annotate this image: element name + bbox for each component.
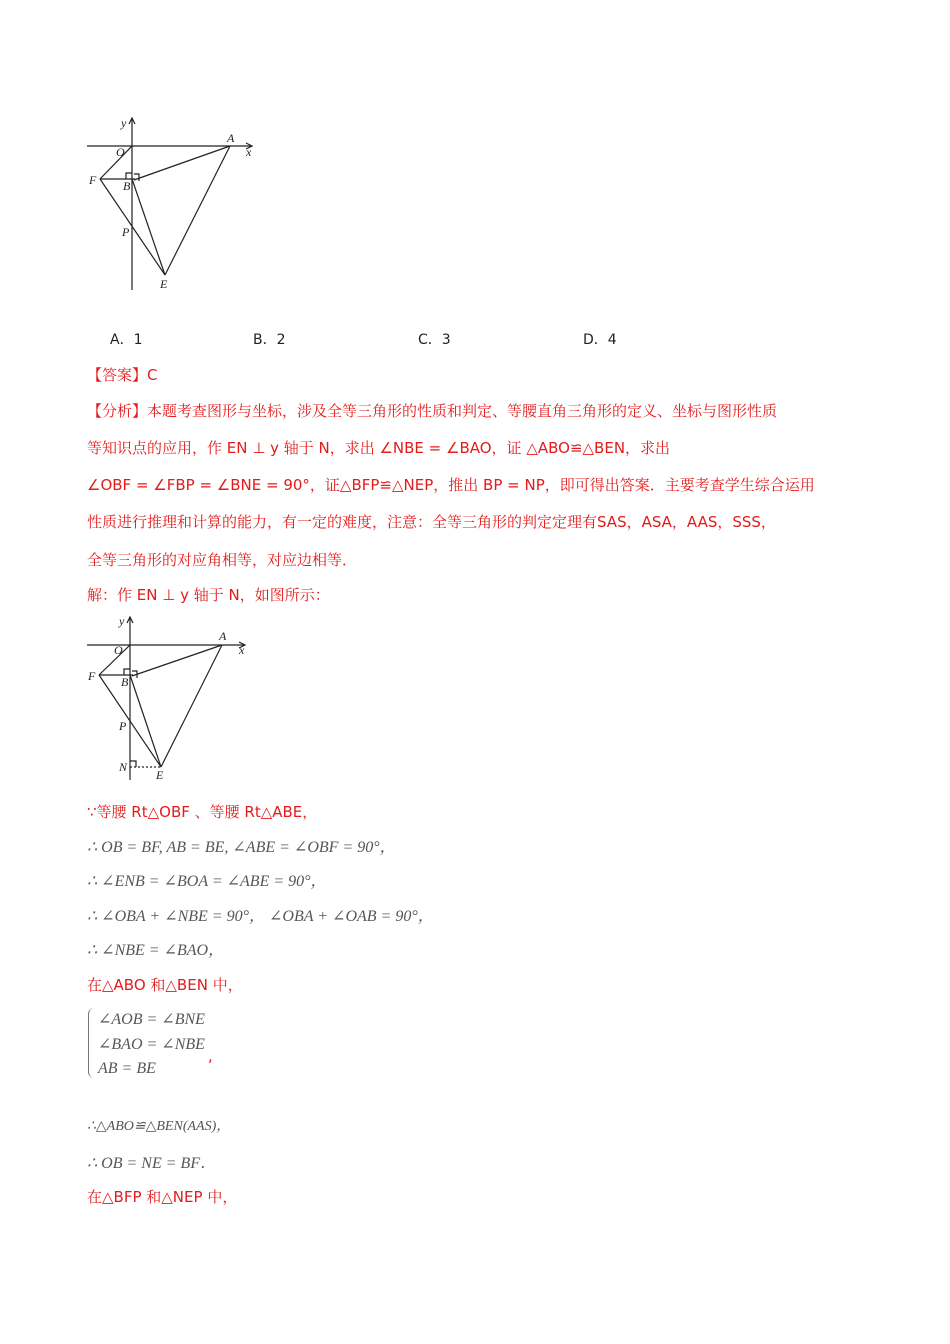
analysis-line: 【分析】本题考查图形与坐标，涉及全等三角形的性质和判定、等腰直角三角形的定义、坐标与图形性质 — [87, 402, 778, 420]
label-x: x — [239, 643, 245, 657]
label-b: B — [123, 179, 131, 193]
system-line: AB = BE — [98, 1060, 156, 1077]
system-line: ∠AOB = ∠BNE — [98, 1011, 205, 1028]
label-y: y — [119, 614, 125, 628]
option-c: C．3 — [418, 332, 451, 348]
option-b: B．2 — [253, 332, 286, 348]
system-line: ∠BAO = ∠NBE — [98, 1036, 205, 1053]
step: ∴△ABO≌△BEN(AAS)， — [87, 1119, 231, 1134]
label-e: E — [156, 768, 164, 782]
label-a: A — [219, 629, 227, 643]
analysis-line: 等知识点的应用，作 EN ⊥ y 轴于 N，求出 ∠NBE = ∠BAO，证 △ABO≌△BEN，求出 — [87, 439, 671, 457]
analysis-line: 性质进行推理和计算的能力，有一定的难度，注意：全等三角形的判定定理有SAS，ASA，AAS，SSS， — [87, 513, 776, 531]
step: ∴ OB = NE = BF． — [87, 1155, 217, 1172]
step: ∴ ∠NBE = ∠BAO， — [87, 942, 225, 959]
label-x: x — [246, 145, 252, 159]
label-b: B — [121, 675, 129, 689]
brace — [88, 1008, 97, 1078]
label-e: E — [160, 277, 168, 291]
system-comma: , — [208, 1047, 213, 1065]
step: 在△ABO 和△BEN 中， — [87, 976, 243, 994]
step: 在△BFP 和△NEP 中， — [87, 1188, 238, 1206]
label-n: N — [119, 760, 128, 774]
figure-2 — [80, 610, 260, 785]
option-d: D．4 — [583, 332, 617, 348]
answer: 【答案】C — [87, 366, 158, 384]
figure-1 — [80, 110, 270, 300]
label-p: P — [119, 719, 127, 733]
option-a: A．1 — [110, 332, 143, 348]
label-o: O — [116, 145, 125, 159]
analysis-line: 全等三角形的对应角相等，对应边相等． — [87, 551, 358, 569]
step: ∴ ∠ENB = ∠BOA = ∠ABE = 90°， — [87, 873, 327, 890]
label-p: P — [122, 225, 130, 239]
label-y: y — [121, 116, 127, 130]
analysis-line: ∠OBF = ∠FBP = ∠BNE = 90°，证△BFP≌△NEP，推出 BP = NP，即可得出答案．主要考查学生综合运用 — [87, 476, 815, 494]
label-a: A — [227, 131, 235, 145]
solution-intro: 解：作 EN ⊥ y 轴于 N，如图所示： — [87, 586, 330, 604]
step: ∴ OB = BF, AB = BE, ∠ABE = ∠OBF = 90°， — [87, 839, 396, 856]
label-o: O — [114, 643, 123, 657]
step: ∵等腰 Rt△OBF 、等腰 Rt△ABE， — [87, 803, 318, 821]
step: ∴ ∠OBA + ∠NBE = 90°， ∠OBA + ∠OAB = 90°， — [87, 908, 434, 925]
label-f: F — [88, 669, 96, 683]
label-f: F — [89, 173, 97, 187]
